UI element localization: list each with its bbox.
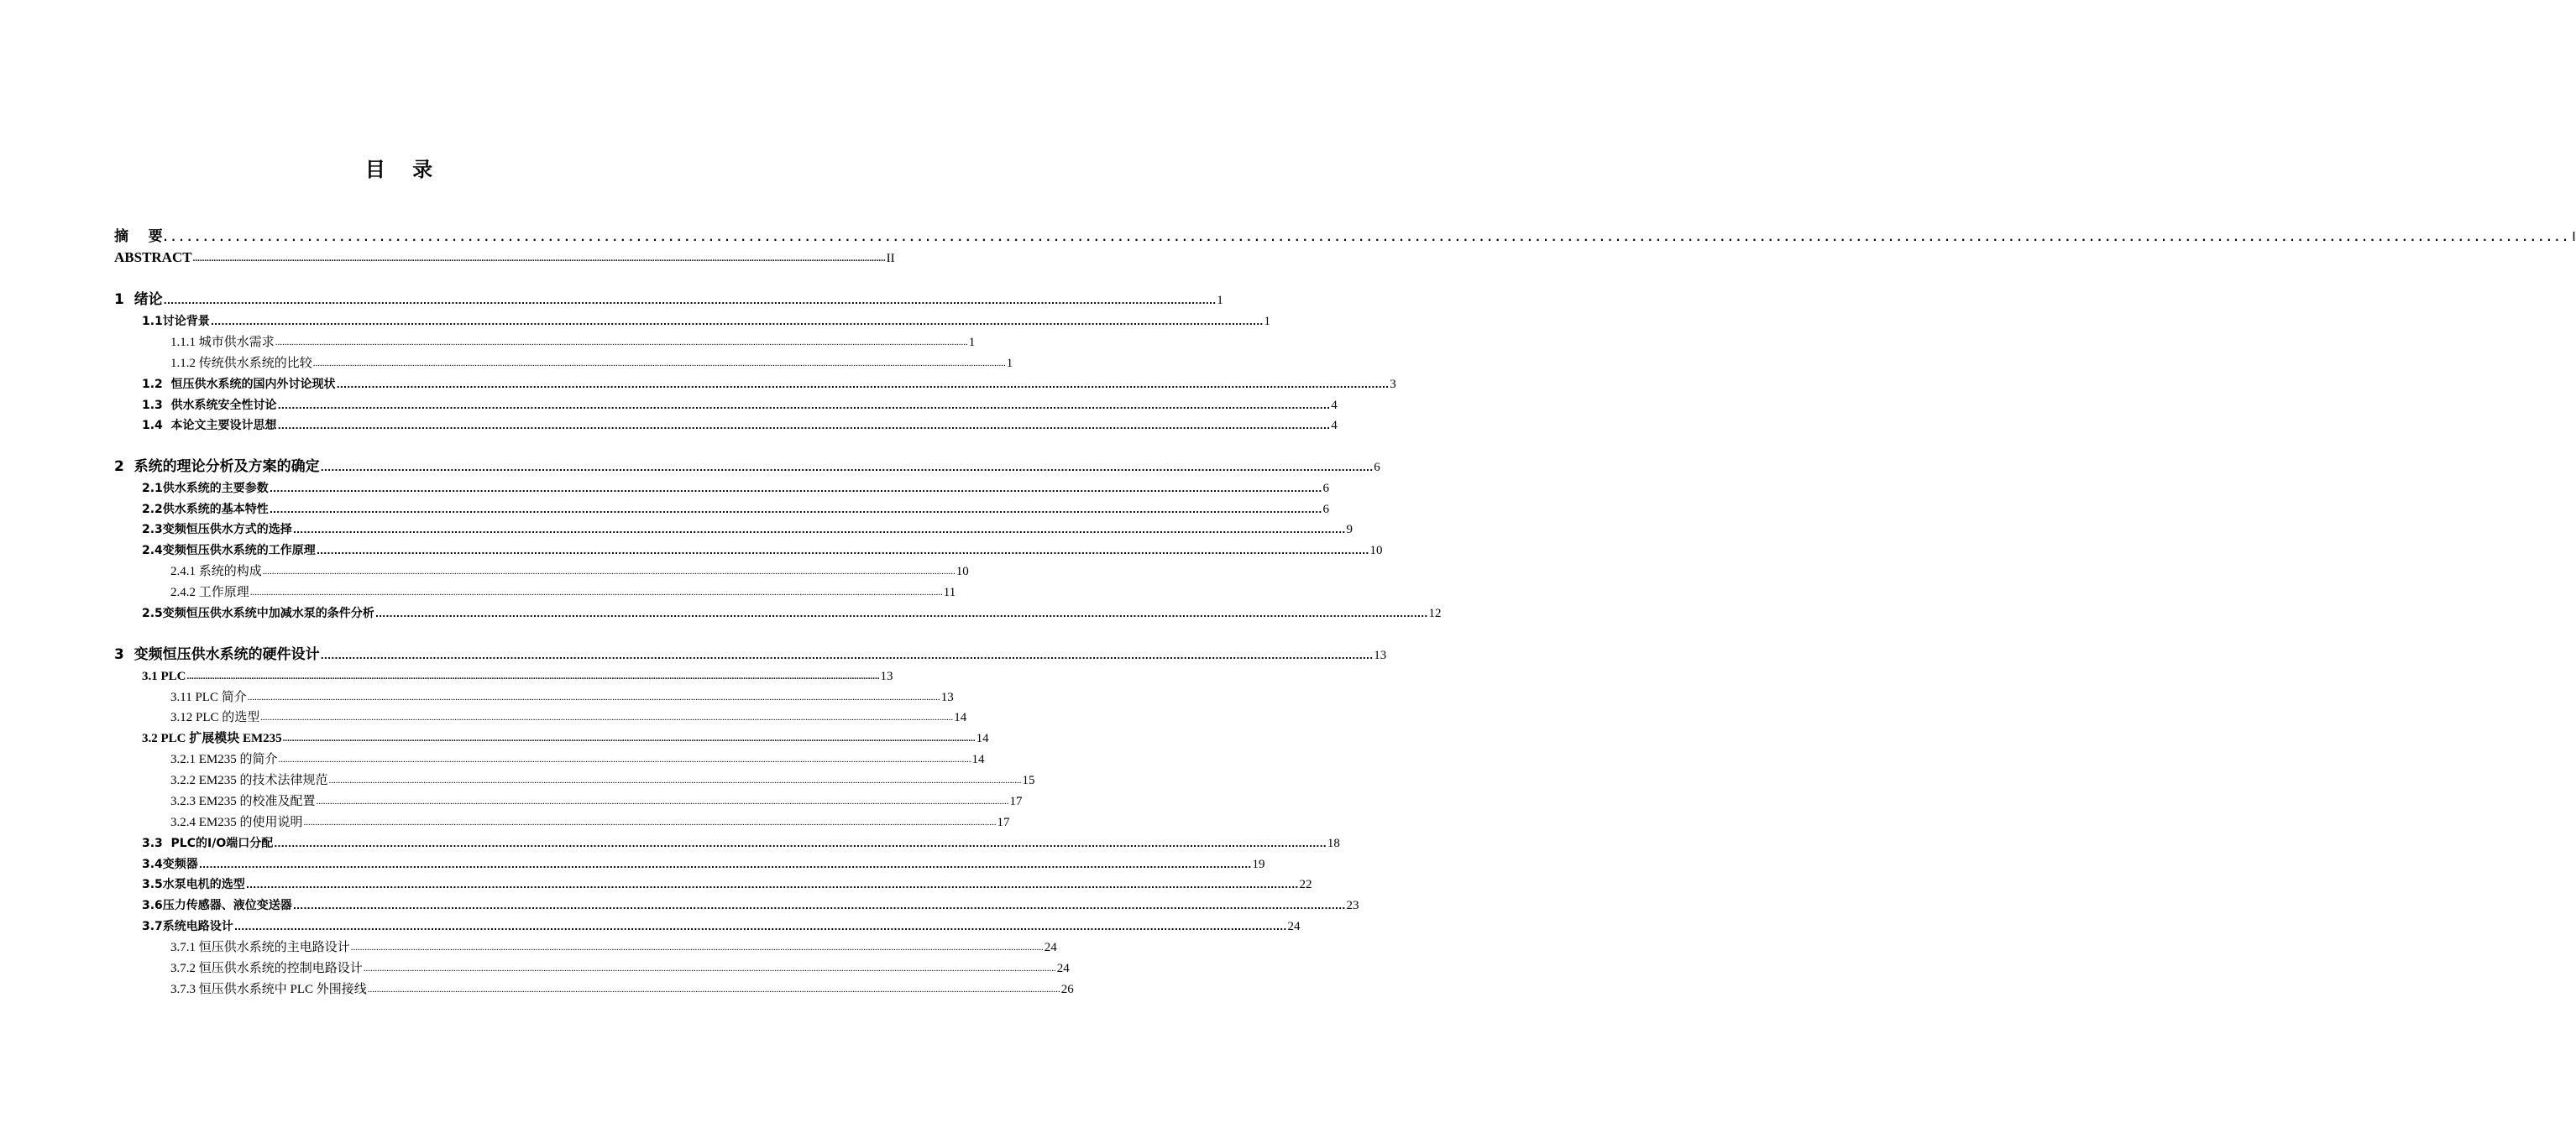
toc-entry[interactable] xyxy=(142,311,1270,329)
toc-entry-label: 1.1讨论背景 xyxy=(142,315,210,328)
toc-leader-dots: ............................................................................................................................................................................................................................................................................................................ xyxy=(320,650,1374,661)
toc-entry-page: 4 xyxy=(1331,419,1338,432)
toc-entry[interactable] xyxy=(170,770,1035,788)
toc-entry-label: 摘 要 xyxy=(114,228,163,245)
toc-entry-label: 3.3 PLC的I/O端口分配 xyxy=(142,837,274,850)
toc-entry-label: 3.2.4 EM235 的使用说明 xyxy=(170,816,303,829)
toc-entry-page: 15 xyxy=(1022,774,1035,787)
toc-entry-page: 11 xyxy=(943,586,956,599)
toc-entry[interactable] xyxy=(142,874,1312,892)
toc-entry-label: 3.12 PLC 的选型 xyxy=(170,711,260,724)
toc-entry-label: 2.3变频恒压供水方式的选择 xyxy=(142,523,292,536)
toc-entry[interactable] xyxy=(142,916,1301,934)
toc-entry-label: 3 变频恒压供水系统的硬件设计 xyxy=(114,646,320,663)
toc-leader-dots: ............................................................................................................................................................................................................................................................................................................ xyxy=(303,817,997,828)
toc-leader-dots: ............................................................................................................................................................................................................................................................................................................ xyxy=(163,232,2572,243)
toc-leader-dots: ............................................................................................................................................................................................................................................................................................................ xyxy=(210,316,1264,327)
toc-leader-dots: ............................................................................................................................................................................................................................................................................................................ xyxy=(163,295,1217,306)
toc-entry[interactable] xyxy=(142,394,1338,413)
toc-entry-page: 24 xyxy=(1056,962,1070,975)
toc-leader-dots: ............................................................................................................................................................................................................................................................................................................ xyxy=(262,567,956,577)
toc-entry-label: 2.4变频恒压供水系统的工作原理 xyxy=(142,544,316,557)
toc-entry-page: Ⅰ xyxy=(2572,231,2576,244)
toc-entry-label: 1.4 本论文主要设计思想 xyxy=(142,419,277,432)
toc-entry-page: 14 xyxy=(976,732,989,745)
toc-entry[interactable] xyxy=(114,227,2576,245)
toc-entry[interactable] xyxy=(142,666,893,684)
toc-entry-page: 10 xyxy=(956,565,969,578)
toc-entry-page: 1 xyxy=(1006,357,1013,370)
toc-entry[interactable] xyxy=(114,645,1387,663)
toc-entry-page: 24 xyxy=(1287,920,1301,933)
toc-leader-dots: ............................................................................................................................................................................................................................................................................................................ xyxy=(269,483,1322,494)
toc-entry-page: 24 xyxy=(1044,941,1057,954)
toc-entry-label: 3.2 PLC 扩展模块 EM235 xyxy=(142,732,282,745)
toc-entry-label: 3.7.2 恒压供水系统的控制电路设计 xyxy=(170,962,363,975)
toc-entry-label: 3.1 PLC xyxy=(142,670,186,683)
toc-entry-page: 14 xyxy=(954,711,967,724)
toc-entry-page: 1 xyxy=(968,336,976,349)
toc-entry-page: 3 xyxy=(1390,378,1396,391)
toc-leader-dots: ............................................................................................................................................................................................................................................................................................................ xyxy=(374,608,1428,619)
toc-entry-page: 6 xyxy=(1322,503,1329,516)
toc-leader-dots: ............................................................................................................................................................................................................................................................................................................ xyxy=(292,901,1346,911)
toc-entry-page: 14 xyxy=(971,753,985,766)
toc-entry-page: 18 xyxy=(1327,837,1340,850)
toc-entry-page: 12 xyxy=(1428,607,1442,620)
toc-entry-page: 9 xyxy=(1346,523,1353,536)
toc-leader-dots: ............................................................................................................................................................................................................................................................................................................ xyxy=(275,337,968,347)
toc-entry[interactable] xyxy=(114,248,895,266)
toc-entry-label: ABSTRACT xyxy=(114,249,192,265)
toc-entry-label: 2.4.1 系统的构成 xyxy=(170,565,262,578)
toc-leader-dots: ............................................................................................................................................................................................................................................................................................................ xyxy=(367,984,1060,995)
toc-entry[interactable] xyxy=(142,499,1329,517)
toc-leader-dots: ............................................................................................................................................................................................................................................................................................................ xyxy=(316,546,1369,556)
toc-leader-dots: ............................................................................................................................................................................................................................................................................................................ xyxy=(292,525,1346,535)
toc-entry-label: 2.2供水系统的基本特性 xyxy=(142,503,269,516)
toc-entry[interactable] xyxy=(142,728,989,746)
toc-entry-page: 22 xyxy=(1299,878,1312,891)
toc-entry-page: 19 xyxy=(1252,858,1265,871)
toc-entry-page: 1 xyxy=(1217,294,1223,307)
toc-entry-page: 13 xyxy=(940,691,954,704)
toc-entry[interactable] xyxy=(142,603,1442,621)
toc-entry-page: 13 xyxy=(1374,649,1387,662)
toc-entry-label: 1.3 供水系统安全性讨论 xyxy=(142,399,277,412)
toc-leader-dots: ............................................................................................................................................................................................................................................................................................................ xyxy=(328,776,1022,786)
toc-leader-dots: ............................................................................................................................................................................................................................................................................................................ xyxy=(312,358,1006,368)
toc-entry-label: 2.1供水系统的主要参数 xyxy=(142,482,269,495)
toc-entry[interactable] xyxy=(142,519,1353,537)
toc-entry-label: 3.11 PLC 简介 xyxy=(170,691,247,704)
toc-entry[interactable] xyxy=(142,478,1329,496)
toc-entry-page: 17 xyxy=(1009,795,1023,808)
toc-entry[interactable] xyxy=(142,854,1265,872)
toc-leader-dots: ............................................................................................................................................................................................................................................................................................................ xyxy=(316,796,1009,807)
toc-entry-page: 26 xyxy=(1060,983,1074,996)
toc-entry-label: 3.4变频器 xyxy=(142,858,198,871)
toc-entry-label: 1.1.1 城市供水需求 xyxy=(170,336,275,349)
toc-leader-dots: ............................................................................................................................................................................................................................................................................................................ xyxy=(320,462,1374,473)
toc-leader-dots: ............................................................................................................................................................................................................................................................................................................ xyxy=(350,943,1044,953)
toc-entry-label: 2 系统的理论分析及方案的确定 xyxy=(114,458,320,475)
page-title: 目 录 xyxy=(364,158,443,181)
toc-entry[interactable] xyxy=(114,457,1380,475)
toc-entry[interactable] xyxy=(170,707,967,725)
toc-entry-page: 6 xyxy=(1322,482,1329,495)
toc-entry[interactable] xyxy=(142,540,1383,558)
toc-entry-label: 3.2.3 EM235 的校准及配置 xyxy=(170,795,316,808)
toc-leader-dots: ............................................................................................................................................................................................................................................................................................................ xyxy=(247,692,940,702)
toc-entry-label: 3.5水泵电机的选型 xyxy=(142,878,245,891)
toc-entry[interactable] xyxy=(170,812,1010,830)
toc-entry-label: 3.2.1 EM235 的简介 xyxy=(170,753,278,766)
toc-entry-label: 2.4.2 工作原理 xyxy=(170,586,249,599)
toc-leader-dots: ............................................................................................................................................................................................................................................................................................................ xyxy=(233,922,1287,932)
toc-entry-page: II xyxy=(886,252,895,265)
toc-entry[interactable] xyxy=(170,937,1057,955)
toc-leader-dots: ............................................................................................................................................................................................................................................................................................................ xyxy=(269,504,1322,515)
toc-entry[interactable] xyxy=(170,979,1074,997)
toc-entry-page: 10 xyxy=(1369,544,1383,557)
toc-entry[interactable] xyxy=(114,290,1223,308)
toc-entry-label: 3.7.1 恒压供水系统的主电路设计 xyxy=(170,941,350,954)
toc-leader-dots: ............................................................................................................................................................................................................................................................................................................ xyxy=(277,400,1331,411)
toc-entry[interactable] xyxy=(142,373,1396,392)
toc-entry-label: 1 绪论 xyxy=(114,291,163,308)
toc-leader-dots: ............................................................................................................................................................................................................................................................................................................ xyxy=(278,755,971,765)
toc-entry-page: 1 xyxy=(1264,315,1270,328)
toc-entry[interactable] xyxy=(142,415,1338,433)
toc-entry-label: 3.7系统电路设计 xyxy=(142,920,233,933)
toc-entry-page: 13 xyxy=(880,670,893,683)
toc-entry[interactable] xyxy=(170,687,954,705)
toc-leader-dots: ............................................................................................................................................................................................................................................................................................................ xyxy=(249,588,943,598)
toc-entry-label: 1.2 恒压供水系统的国内外讨论现状 xyxy=(142,378,336,391)
toc-leader-dots: ............................................................................................................................................................................................................................................................................................................ xyxy=(186,671,880,682)
toc-leader-dots: ............................................................................................................................................................................................................................................................................................................ xyxy=(245,880,1299,890)
toc-entry[interactable] xyxy=(170,352,1013,371)
toc-leader-dots: ............................................................................................................................................................................................................................................................................................................ xyxy=(274,838,1327,849)
toc-entry[interactable] xyxy=(170,332,976,350)
toc-leader-dots: ............................................................................................................................................................................................................................................................................................................ xyxy=(192,253,886,264)
toc-leader-dots: ............................................................................................................................................................................................................................................................................................................ xyxy=(363,964,1056,974)
toc-entry-page: 6 xyxy=(1374,461,1380,474)
toc-leader-dots: ............................................................................................................................................................................................................................................................................................................ xyxy=(277,420,1331,431)
toc-entry-label: 3.7.3 恒压供水系统中 PLC 外围接线 xyxy=(170,983,367,996)
toc-entry[interactable] xyxy=(170,582,956,600)
toc-entry[interactable] xyxy=(170,561,969,579)
toc-entry-label: 1.1.2 传统供水系统的比较 xyxy=(170,357,312,370)
toc-entry[interactable] xyxy=(170,791,1023,809)
toc-entry-page: 4 xyxy=(1331,399,1338,412)
toc-entry-label: 3.2.2 EM235 的技术法律规范 xyxy=(170,774,328,787)
toc-entry[interactable] xyxy=(170,958,1070,976)
toc-entry-label: 3.6压力传感器、液位变送器 xyxy=(142,899,292,912)
toc-leader-dots: ............................................................................................................................................................................................................................................................................................................ xyxy=(260,713,954,723)
toc-entry-page: 17 xyxy=(997,816,1010,829)
toc-entry[interactable] xyxy=(142,895,1359,913)
toc-entry[interactable] xyxy=(142,833,1340,851)
toc-leader-dots: ............................................................................................................................................................................................................................................................................................................ xyxy=(198,859,1252,870)
toc-entry-page: 23 xyxy=(1346,899,1359,912)
toc-entry[interactable] xyxy=(170,749,985,767)
toc-entry-label: 2.5变频恒压供水系统中加减水泵的条件分析 xyxy=(142,607,374,620)
toc-leader-dots: ............................................................................................................................................................................................................................................................................................................ xyxy=(336,379,1390,390)
toc-leader-dots: ............................................................................................................................................................................................................................................................................................................ xyxy=(282,734,976,744)
